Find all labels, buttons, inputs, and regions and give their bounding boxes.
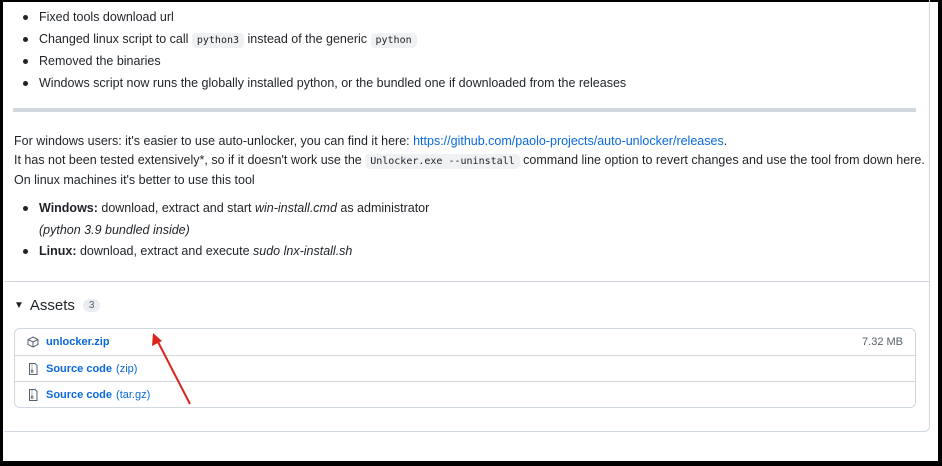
release-notes-list — [23, 7, 626, 94]
file-zip-icon — [27, 389, 39, 401]
windows-note: For windows users: it's easier to use auto-unlocker, you can find it here: https://github.com/paolo-projects/auto-unlocker/releases. It has not been tested extensively*, so if it doesn't work use the Unlocker.exe --uninstall command line option to revert changes and use the tool from down here. On linux machines it's better to use this tool — [14, 134, 925, 187]
assets-title: Assets — [29, 297, 75, 314]
asset-format: (zip) — [116, 362, 138, 375]
releases-link[interactable]: https://github.com/paolo-projects/auto-unlocker/releases — [413, 134, 724, 148]
asset-row — [15, 355, 915, 381]
package-icon — [27, 336, 39, 348]
inline-code: python3 — [192, 33, 244, 48]
inline-code: Unlocker.exe --uninstall — [365, 154, 520, 169]
file-zip-icon — [27, 363, 39, 375]
section-divider — [13, 108, 916, 112]
asset-link-source-targz[interactable]: Source code — [46, 388, 113, 401]
assets-list — [14, 328, 916, 408]
asset-row — [15, 381, 915, 407]
assets-count-badge: 3 — [83, 299, 101, 312]
asset-link-unlocker-zip[interactable]: unlocker.zip — [46, 336, 110, 348]
assets-toggle[interactable] — [14, 297, 100, 314]
asset-link-source-zip[interactable]: Source code — [46, 362, 113, 375]
list-item: Fixed tools download url — [23, 7, 626, 29]
list-item: Windows: download, extract and start win-install.cmd as administrator (python 3.9 bundled inside) — [23, 198, 429, 241]
list-item: Windows script now runs the globally installed python, or the bundled one if downloaded from the releases — [23, 73, 626, 95]
asset-format: (tar.gz) — [116, 388, 151, 401]
platform-list — [23, 198, 429, 263]
list-item: Changed linux script to call python3 instead of the generic python — [23, 29, 626, 52]
caret-down-icon: ▼ — [14, 300, 24, 311]
list-item: Removed the binaries — [23, 51, 626, 73]
assets-separator — [4, 281, 930, 282]
asset-row — [15, 329, 915, 355]
inline-code: python — [371, 33, 417, 48]
asset-size: 7.32 MB — [862, 336, 903, 348]
list-item: Linux: download, extract and execute sudo lnx-install.sh — [23, 241, 429, 263]
